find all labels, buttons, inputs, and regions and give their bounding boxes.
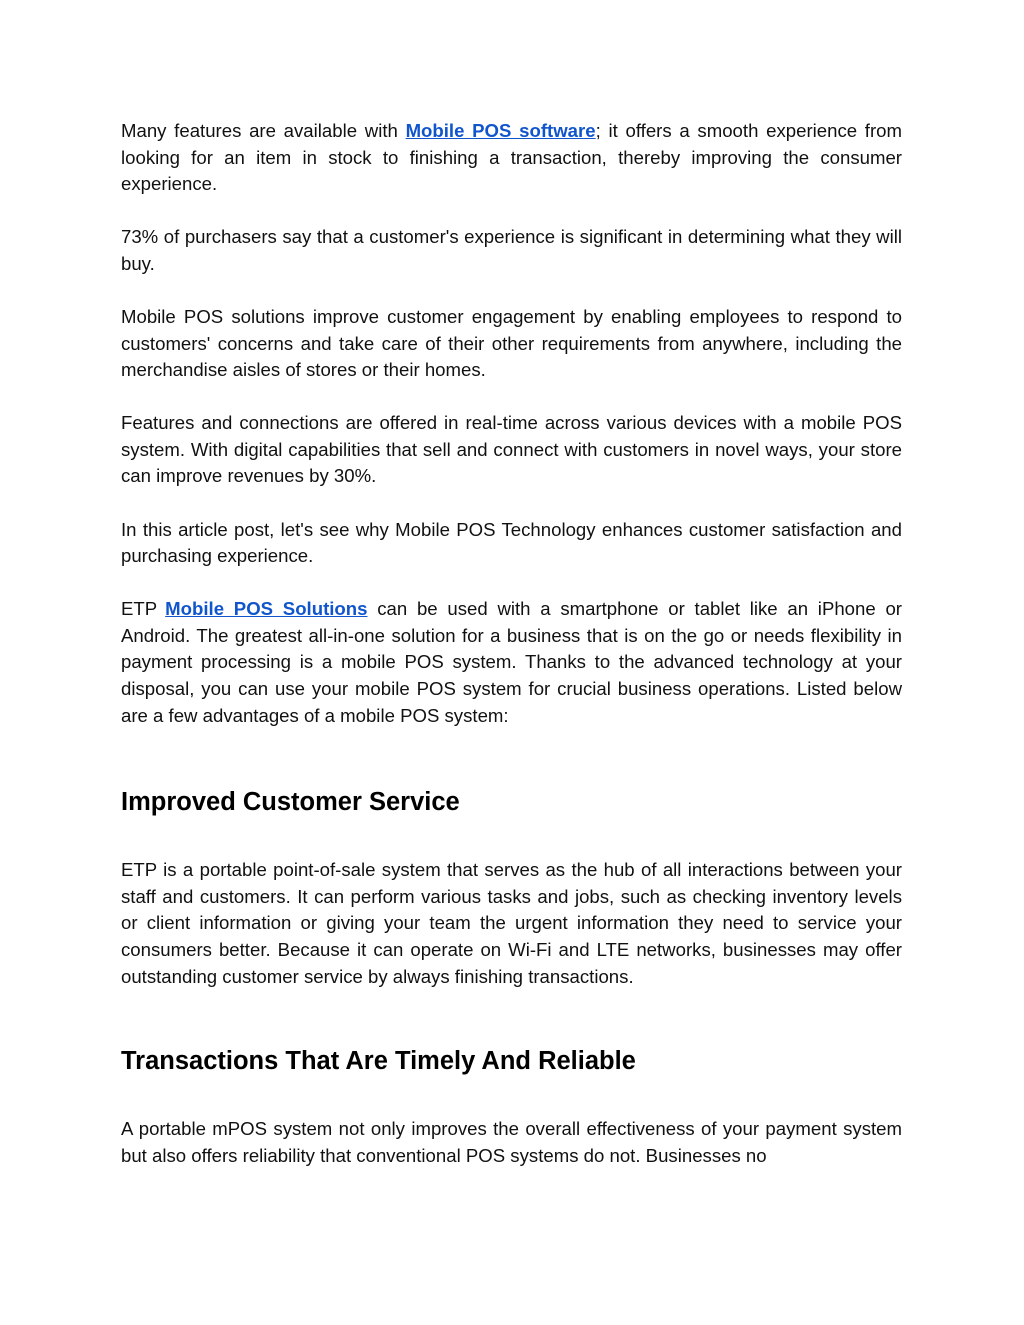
intro-text-after: ; it offers a smooth experience from looking for an item in stock to finishing a transaction, thereby improving the consumer experience.	[121, 120, 902, 195]
intro-paragraph	[121, 118, 902, 198]
mobile-pos-solutions-link[interactable]: Mobile POS Solutions	[165, 598, 368, 620]
etp-text-after: can be used with a smartphone or tablet like an iPhone or Android. The greatest all-in-one solution for a business that is on the go or needs flexibility in payment processing is a mobile POS system. Thanks to the advanced technology at your disposal, you can use your mobile POS system for crucial business operations. Listed below are a few advantages of a mobile POS system:	[121, 598, 902, 726]
etp-text-before: ETP	[121, 598, 158, 620]
intro-text-before: Many features are available with	[121, 120, 406, 141]
timely-reliable-transactions-paragraph: A portable mPOS system not only improves the overall effectiveness of your payment system but also offers reliability that conventional POS systems do not. Businesses no	[121, 1118, 902, 1166]
document-page	[121, 118, 902, 1169]
purchasers-paragraph: 73% of purchasers say that a customer's experience is significant in determining what they will buy.	[121, 226, 902, 274]
etp-solutions-paragraph	[121, 596, 902, 729]
improved-customer-service-paragraph: ETP is a portable point-of-sale system that serves as the hub of all interactions between your staff and customers. It can perform various tasks and jobs, such as checking inventory levels or client information or giving your team the urgent information they need to service your consumers better. Because it can operate on Wi-Fi and LTE networks, businesses may offer outstanding customer service by always finishing transactions.	[121, 859, 902, 987]
features-paragraph: Features and connections are offered in real-time across various devices with a mobile POS system. With digital capabilities that sell and connect with customers in novel ways, your store can improve revenues by 30%.	[121, 412, 902, 487]
article-intro-paragraph: In this article post, let's see why Mobile POS Technology enhances customer satisfaction and purchasing experience.	[121, 518, 902, 567]
improved-customer-service-heading: Improved Customer Service	[121, 788, 460, 817]
timely-reliable-transactions-heading: Transactions That Are Timely And Reliable	[121, 1047, 636, 1076]
engagement-paragraph: Mobile POS solutions improve customer engagement by enabling employees to respond to customers' concerns and take care of their other requirements from anywhere, including the merchandise aisles of stores or their homes.	[121, 305, 902, 381]
mobile-pos-software-link[interactable]: Mobile POS software	[405, 120, 596, 141]
